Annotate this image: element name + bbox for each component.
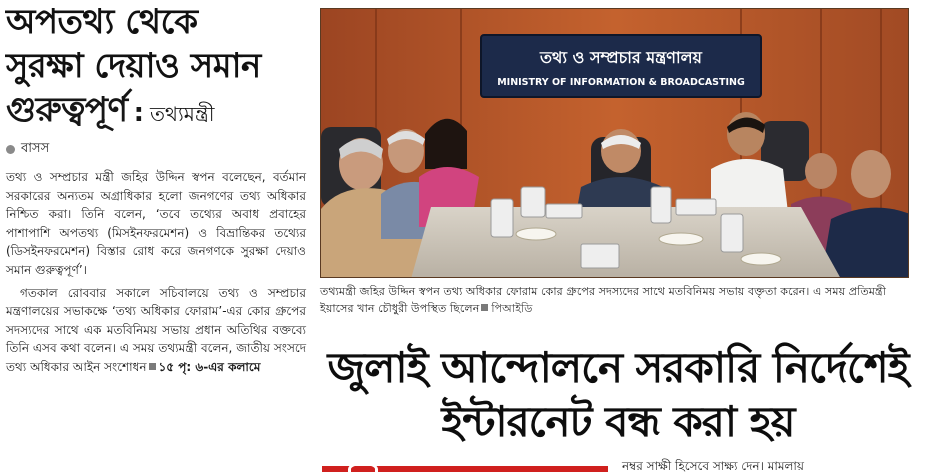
article-paragraph-2-text: গতকাল রোববার সকালে সচিবালয়ে তথ্য ও সম্প্রচার মন্ত্রণালয়ের সভাকক্ষে ‘তথ্য অধিকার ফোরাম’-এর কোর গ্রুপের সদস্যদের সাথে এক মতবিনিময় সভায় প্রধান অতিথির বক্তব্যে তিনি এসব কথা বলেন। এ সময় তথ্যমন্ত্রী বলেন, জাতীয় সংসদে তথ্য অধিকার আইন সংশোধন	[6, 285, 306, 374]
article-paragraph-2	[6, 284, 306, 377]
headline-colon: :	[133, 98, 144, 128]
byline	[6, 139, 306, 160]
next-column-text: নম্বর সাক্ষী হিসেবে সাক্ষ্য দেন। মামলায়	[622, 459, 804, 472]
headline-line-3	[6, 88, 306, 133]
headline-line-2: সুরক্ষা দেয়াও সমান	[6, 46, 261, 86]
headline-speaker: তথ্যমন্ত্রী	[149, 102, 215, 126]
photo-credit: পিআইডি	[491, 302, 533, 315]
headline-2-line-2: ইন্টারনেট বন্ধ করা হয়	[441, 397, 795, 446]
sign-bangla-text: তথ্য ও সম্প্রচার মন্ত্রণালয়	[540, 48, 702, 67]
byline-source: বাসস	[21, 141, 50, 156]
left-article	[6, 0, 306, 472]
headline-word: গুরুত্বপূর্ণ	[6, 90, 128, 130]
continued-jump: ১৫ পৃ: ৬-এর কলামে	[158, 359, 261, 374]
meeting-photo	[320, 8, 909, 278]
square-bullet-icon	[481, 304, 488, 311]
caption-text: তথ্যমন্ত্রী জহির উদ্দিন স্বপন তথ্য অধিকার ফোরাম কোর গ্রুপের সদস্যদের সাথে মতবিনিময় সভায় বক্তৃতা করেন। এ সময় প্রতিমন্ত্রী ইয়াসের খান চৌধুরী উপস্থিত ছিলেন	[320, 285, 886, 315]
photo-caption	[320, 283, 920, 317]
headline-2-line-1: জুলাই আন্দোলনে সরকারি নির্দেশেই	[327, 343, 909, 392]
square-bullet-icon	[149, 363, 156, 370]
bullet-icon	[6, 145, 15, 154]
sign-english-text: MINISTRY OF INFORMATION & BROADCASTING	[497, 77, 745, 88]
banner-ornament-icon	[348, 462, 378, 472]
article-paragraph-1: তথ্য ও সম্প্রচার মন্ত্রী জহির উদ্দিন স্বপন বলেছেন, বর্তমান সরকারের অন্যতম অগ্রাধিকার হলো জনগণের তথ্য অধিকার নিশ্চিত করা। তিনি বলেন, ‘তবে তথ্যের অবাধ প্রবাহের পাশাপাশি অপতথ্য (মিসইনফরমেশন) ও বিভ্রান্তিকর তথ্যের (ডিসইনফরমেশন) বিস্তার রোধ করে জনগণকে সুরক্ষা দেয়াও সমান গুরুত্বপূর্ণ’।	[6, 170, 306, 277]
headline-line-1: অপতথ্য থেকে	[6, 2, 198, 42]
